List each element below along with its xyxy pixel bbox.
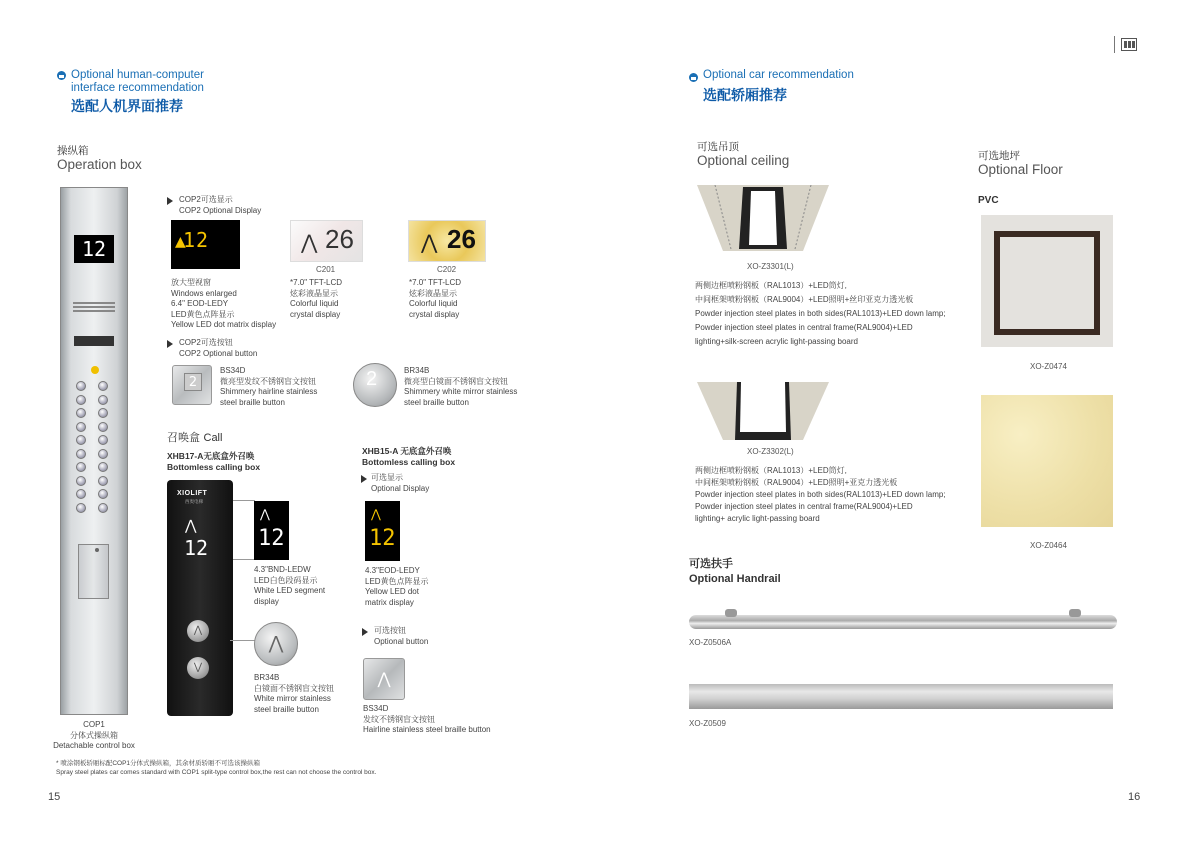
footnote: * 喷涂钢板轿厢标配COP1分体式操纵箱，其余材质轿厢不可选该操纵箱 Spray steel plates car comes standard with COP1 split-type control box,the rest can not choose the control box. [56,760,377,776]
panel-floor-button [76,503,86,513]
section-bullet-icon [689,73,698,82]
call-box-display: 12 [184,536,209,560]
ceiling-heading-en: Optional ceiling [697,153,790,168]
handrail-xo-z0509-image [689,684,1113,709]
display-option-eod-ledy [171,220,240,269]
floor-xo-z0464-image [981,395,1113,527]
call-up-button: ⋀ [187,620,209,642]
button-bs34d-desc: BS34D 微亮型发纹不锈钢盲文按钮 Shimmery hairline stainless steel braille button [220,366,318,407]
panel-floor-button [98,449,108,459]
header-divider [1114,36,1115,53]
button-br34b-image [353,363,397,407]
cop2-button-heading: COP2可选按钮 COP2 Optional button [179,338,258,358]
xhb17-call-box-image [167,480,233,716]
ceiling-heading-cn: 可选吊顶 [697,141,739,153]
up-arrow-icon: ⋀ [185,518,197,534]
display-number: 26 [447,224,476,254]
display-option-c201 [290,220,363,262]
panel-floor-button [76,449,86,459]
call-down-button: ⋁ [187,657,209,679]
panel-display: 12 [74,235,114,263]
up-arrow-icon: ⋀ [260,507,270,521]
dot-display-number: 12 [369,526,396,551]
ceiling-xo-z3301-image [697,185,829,255]
section-bullet-icon [57,71,66,80]
seg-display-number: 12 [258,526,285,551]
ceiling-1-code: XO-Z3301(L) [747,262,794,271]
panel-floor-button [76,476,86,486]
button-br34b-call-desc: BR34B 白镜面不锈钢盲文按钮 White mirror stainless steel braille button [254,673,334,714]
display-option-c202 [408,220,486,262]
section-title-cn: 选配人机界面推荐 [71,99,183,115]
elevator-people-icon [1121,38,1137,51]
panel-floor-button [98,408,108,418]
panel-floor-button [98,462,108,472]
button-br34b-call-image: ⋀ [254,622,298,666]
panel-floor-button [76,408,86,418]
panel-floor-button [98,381,108,391]
arrow-right-icon [167,197,173,205]
ceiling-xo-z3302-image [697,382,829,444]
arrow-right-icon [167,340,173,348]
panel-floor-button [98,503,108,513]
handrail-2-code: XO-Z0509 [689,719,726,728]
panel-floor-button [76,395,86,405]
button-br34b-desc: BR34B 微亮型白镜面不锈钢盲文按钮 Shimmery white mirror stainless steel braille button [404,366,518,407]
floor-1-code: XO-Z0474 [1030,362,1067,371]
cop2-display-heading: COP2可选显示 COP2 Optional Display [179,195,262,215]
display-number: 26 [325,224,354,254]
handrail-xo-z0506a-image [689,615,1117,629]
up-arrow-icon: ⋀ [301,230,318,254]
display-number: 12 [183,228,210,252]
up-arrow-icon: ⋀ [371,507,381,521]
panel-floor-button [76,381,86,391]
ceiling-1-desc: 两侧边框喷粉钢板（RAL1013）+LED筒灯, 中间框架喷粉钢板（RAL9004）+LED照明+丝印亚克力透光板 Powder injection steel plates in both sides(RAL1013)+LED down lamp; Powder injection steel plates in central frame(RAL9004)+LED lighting+silk-screen acrylic light-passing board [695,281,946,346]
panel-floor-button [76,422,86,432]
ceiling-2-code: XO-Z3302(L) [747,447,794,456]
panel-floor-button [76,435,86,445]
panel-floor-button [98,489,108,499]
display-option-1-desc: 放大型视窗 Windows enlarged 6.4" EOD-LEDY LED黄色点阵显示 Yellow LED dot matrix display [171,278,277,329]
brand-logo-sub: 西奥电梯 [185,500,203,505]
dot-display-image [365,501,400,561]
panel-floor-button [76,462,86,472]
panel-intercom-grille [74,336,114,346]
up-arrow-icon: ▲ [175,234,186,250]
floor-xo-z0474-image [981,215,1113,347]
optional-button-heading: 可选按钮 Optional button [374,626,429,646]
callout-lines [233,500,255,560]
seg-display-desc: 4.3"BND-LEDW LED白色段码显示 White LED segment display [254,565,326,606]
panel-floor-button [76,489,86,499]
display-option-3-desc: *7.0" TFT-LCD 炫彩液晶显示 Colorful liquid crystal display [409,278,462,319]
cop1-panel-image [60,187,128,715]
c202-label: C202 [437,265,457,274]
handrail-heading-en: Optional Handrail [689,573,781,585]
panel-service-box [78,544,109,599]
car-section-title-cn: 选配轿厢推荐 [703,88,787,104]
floor-2-code: XO-Z0464 [1030,541,1067,550]
button-digit: 2 [366,368,378,390]
seg-display-image [254,501,289,560]
up-arrow-icon: ⋀ [421,230,438,254]
button-bs34d-call-image: ⋀ [363,658,405,700]
xhb15-title: XHB15-A 无底盒外召唤 Bottomless calling box [362,446,456,467]
page-number-right: 16 [1128,791,1141,803]
cop1-caption: COP1 分体式操纵箱 Detachable control box [53,720,135,750]
panel-floor-button [98,476,108,486]
arrow-right-icon [362,628,368,636]
handrail-1-code: XO-Z0506A [689,638,732,647]
operation-box-heading-en: Operation box [57,157,142,172]
arrow-right-icon [361,475,367,483]
call-heading: 召唤盒 Call [167,431,223,444]
ceiling-2-desc: 两侧边框喷粉钢板（RAL1013）+LED筒灯, 中间框架喷粉钢板（RAL9004）+LED照明+亚克力透光板 Powder injection steel plates in both sides(RAL1013)+LED down lamp; Powder injection steel plates in central frame(RAL9004)+LED lighting+ acrylic light-passing board [695,466,946,523]
button-bs34d-image [172,365,212,405]
operation-box-heading-cn: 操纵箱 [57,145,89,157]
handrail-heading-cn: 可选扶手 [689,557,733,570]
floor-type: PVC [978,195,999,206]
button-bs34d-call-desc: BS34D 发纹不锈钢盲文按钮 Hairline stainless steel braille button [363,704,491,734]
section-title-en: Optional human-computer interface recommendation [71,69,204,94]
page-number-left: 15 [48,791,61,803]
xhb17-title: XHB17-A无底盒外召唤 Bottomless calling box [167,451,261,472]
floor-heading-en: Optional Floor [978,162,1063,177]
panel-floor-button [98,435,108,445]
optional-display-heading: 可选显示 Optional Display [371,473,430,493]
button-digit: 2 [184,373,202,391]
c201-label: C201 [316,265,336,274]
panel-label-plate [73,300,115,316]
brand-logo: XIOLIFT [177,490,208,497]
dot-display-desc: 4.3"EOD-LEDY LED黄色点阵显示 Yellow LED dot matrix display [365,566,429,607]
floor-heading-cn: 可选地坪 [978,150,1020,162]
panel-floor-button [98,422,108,432]
panel-floor-button [98,395,108,405]
car-section-title-en: Optional car recommendation [703,69,854,81]
panel-alarm-light [91,366,99,374]
display-option-2-desc: *7.0" TFT-LCD 炫彩液晶显示 Colorful liquid crystal display [290,278,343,319]
